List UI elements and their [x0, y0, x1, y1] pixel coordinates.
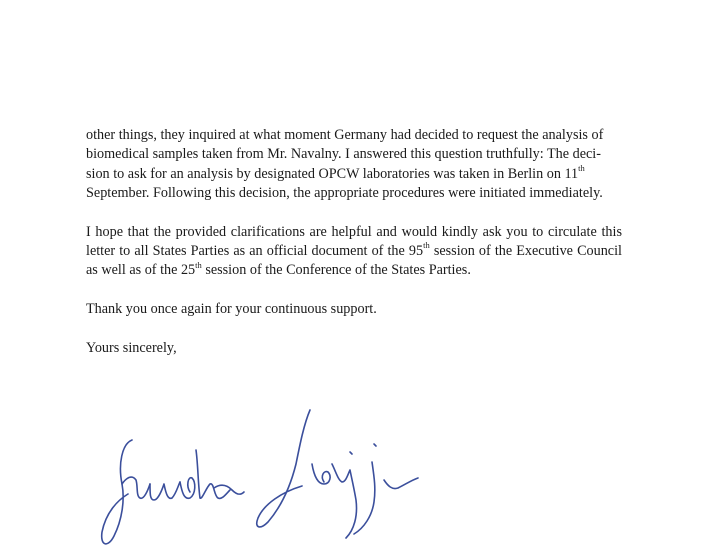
signature-icon	[92, 404, 452, 549]
line-3: sion to ask for an analysis by designated OPCW laboratories was taken in Berlin on 11	[86, 165, 579, 182]
handwritten-signature	[92, 404, 452, 549]
paragraph-thanks: Thank you once again for your continuous support.	[86, 300, 377, 317]
line-2: biomedical samples taken from Mr. Navalny. I answered this question truthfully: The deci-	[86, 146, 601, 163]
request-text-3: session of the Conference of the States Parties.	[201, 262, 471, 279]
request-text-1: I hope that the provided clarifications are helpful and would kindly ask you to circulate this letter to all States Parties as an official document of the 95	[86, 223, 622, 260]
paragraph-circulation-request	[86, 223, 622, 281]
ordinal-suffix-25: th	[195, 259, 202, 270]
ordinal-suffix: th	[578, 163, 585, 174]
ordinal-suffix-95: th	[423, 240, 430, 251]
paragraph-navalny-samples	[86, 126, 622, 204]
letter-body	[86, 126, 622, 378]
request-text-2: session of the Executive Council as well as of the 25	[86, 243, 622, 279]
line-1: other things, they inquired at what moment Germany had decided to request the analysis of	[86, 127, 604, 143]
closing-salutation: Yours sincerely,	[86, 340, 177, 357]
line-4: September. Following this decision, the appropriate procedures were initiated immediately.	[86, 185, 603, 202]
